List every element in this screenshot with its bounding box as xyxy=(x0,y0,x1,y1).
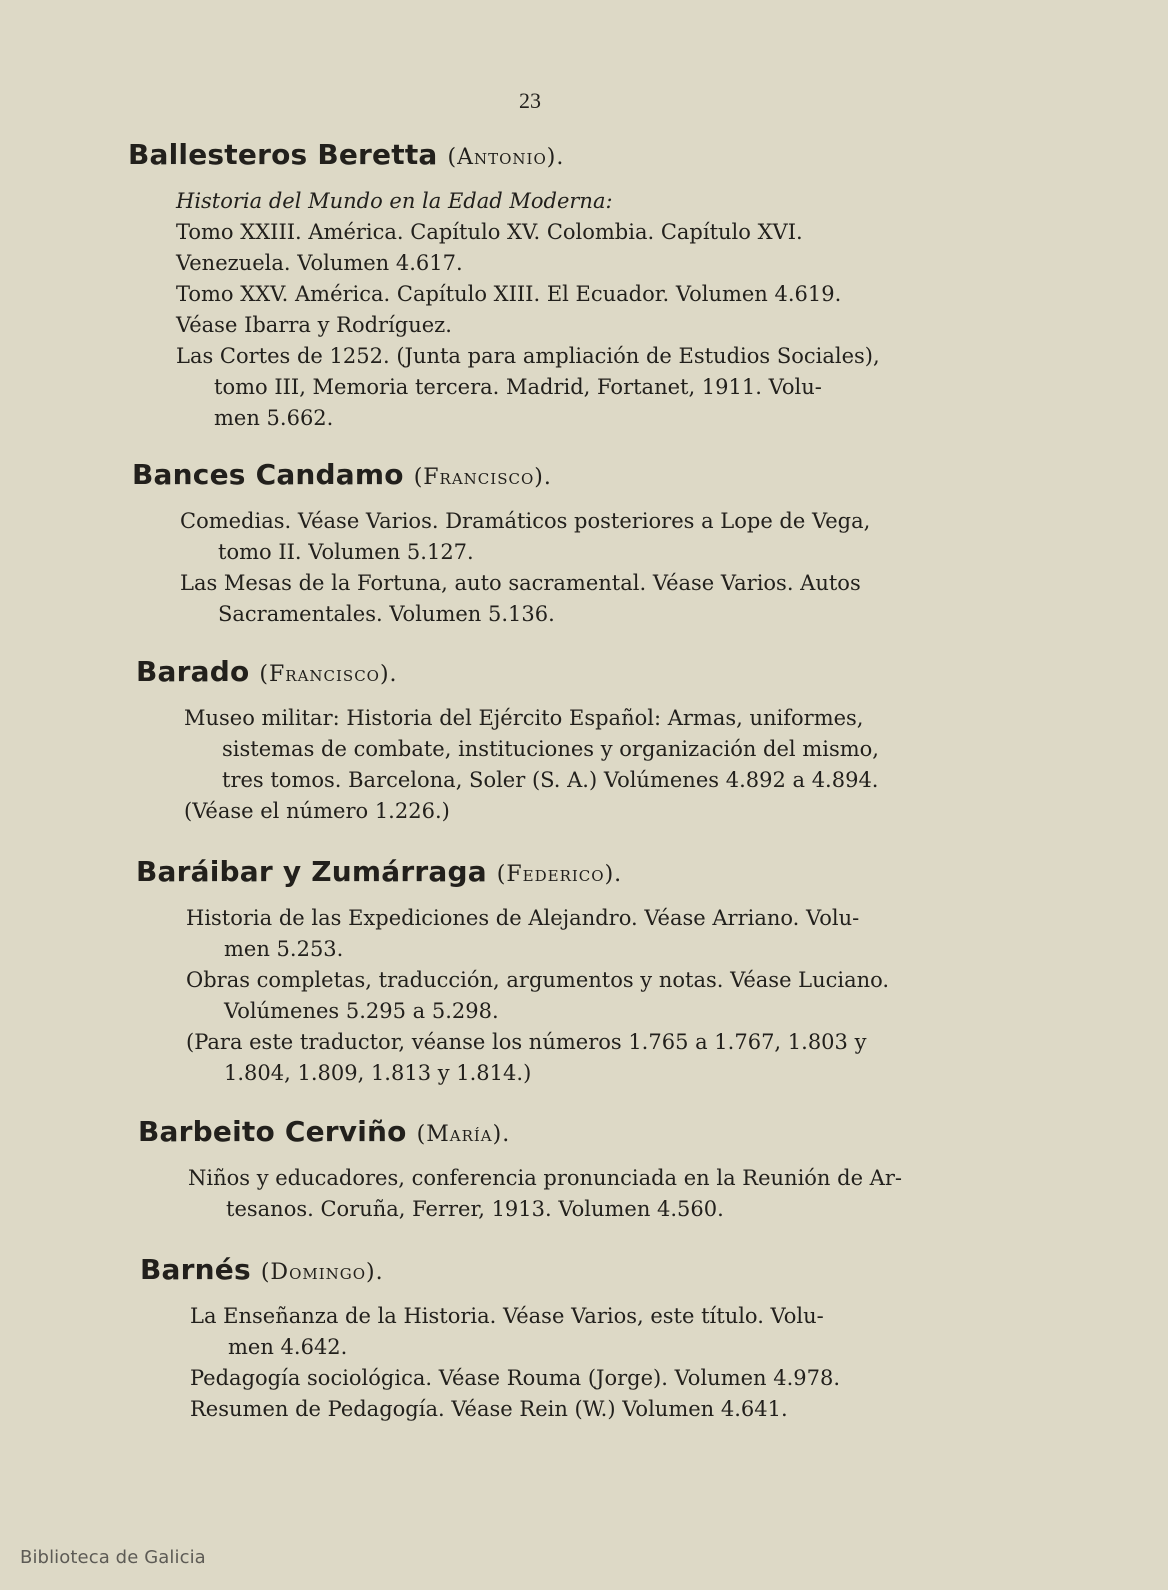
author-surname: Barnés xyxy=(140,1253,251,1286)
entry-header xyxy=(140,1253,840,1291)
entry-barnes xyxy=(140,1253,840,1425)
work-line: sistemas de combate, instituciones y organización del mismo, xyxy=(222,737,879,761)
work-line: Obras completas, traducción, argumentos y notas. Véase Luciano. xyxy=(186,968,890,992)
work-line: tomo III, Memoria tercera. Madrid, Fortanet, 1911. Volu- xyxy=(214,375,822,399)
cross-reference-note: (Véase el número 1.226.) xyxy=(184,799,450,823)
work-line: Tomo XXIII. América. Capítulo XV. Colombia. Capítulo XVI. xyxy=(176,220,803,244)
author-surname: Ballesteros Beretta xyxy=(128,138,438,171)
work-line: Resumen de Pedagogía. Véase Rein (W.) Volumen 4.641. xyxy=(190,1397,788,1421)
work-line: tesanos. Coruña, Ferrer, 1913. Volumen 4.560. xyxy=(226,1197,724,1221)
author-given-name: (Domingo). xyxy=(260,1260,384,1285)
entry-header xyxy=(136,655,879,693)
entry-ballesteros-beretta xyxy=(128,138,880,434)
entry-header xyxy=(128,138,880,176)
work-line: Museo militar: Historia del Ejército Español: Armas, uniformes, xyxy=(184,706,864,730)
author-given-name: (Federico). xyxy=(496,862,623,887)
work-line: La Enseñanza de la Historia. Véase Varios, este título. Volu- xyxy=(190,1304,824,1328)
work-line: Las Mesas de la Fortuna, auto sacramental. Véase Varios. Autos xyxy=(180,571,861,595)
entry-bances-candamo xyxy=(132,458,870,630)
library-watermark: Biblioteca de Galicia xyxy=(20,1547,206,1568)
author-surname: Bances Candamo xyxy=(132,458,404,491)
work-line: Venezuela. Volumen 4.617. xyxy=(176,251,463,275)
work-line: Sacramentales. Volumen 5.136. xyxy=(218,602,555,626)
entry-header xyxy=(136,855,889,893)
author-surname: Barado xyxy=(136,655,250,688)
work-line: Historia de las Expediciones de Alejandro. Véase Arriano. Volu- xyxy=(186,906,860,930)
work-line: men 5.662. xyxy=(214,406,334,430)
work-line: tres tomos. Barcelona, Soler (S. A.) Volúmenes 4.892 a 4.894. xyxy=(222,768,879,792)
entry-header xyxy=(138,1115,902,1153)
work-line: Las Cortes de 1252. (Junta para ampliación de Estudios Sociales), xyxy=(176,344,880,368)
work-line: men 4.642. xyxy=(228,1335,348,1359)
entry-barbeito-cervino xyxy=(138,1115,902,1225)
page-number: 23 xyxy=(519,88,541,113)
work-line: Volúmenes 5.295 a 5.298. xyxy=(224,999,499,1023)
cross-reference-note: 1.804, 1.809, 1.813 y 1.814.) xyxy=(224,1061,532,1085)
work-line: Tomo XXV. América. Capítulo XIII. El Ecuador. Volumen 4.619. xyxy=(176,282,842,306)
cross-reference-note: (Para este traductor, véanse los números 1.765 a 1.767, 1.803 y xyxy=(186,1030,867,1054)
work-line: tomo II. Volumen 5.127. xyxy=(218,540,474,564)
author-surname: Baráibar y Zumárraga xyxy=(136,855,487,888)
work-line: men 5.253. xyxy=(224,937,344,961)
author-surname: Barbeito Cerviño xyxy=(138,1115,407,1148)
author-given-name: (Francisco). xyxy=(413,465,552,490)
work-line: Historia del Mundo en la Edad Moderna: xyxy=(176,189,613,213)
work-line: Comedias. Véase Varios. Dramáticos posteriores a Lope de Vega, xyxy=(180,509,871,533)
work-line: Véase Ibarra y Rodríguez. xyxy=(176,313,452,337)
author-given-name: (Antonio). xyxy=(447,145,565,170)
author-given-name: (Francisco). xyxy=(259,662,398,687)
work-line: Pedagogía sociológica. Véase Rouma (Jorge). Volumen 4.978. xyxy=(190,1366,841,1390)
entry-baraibar-y-zumarraga xyxy=(136,855,889,1089)
author-given-name: (María). xyxy=(416,1122,511,1147)
work-line: Niños y educadores, conferencia pronunciada en la Reunión de Ar- xyxy=(188,1166,902,1190)
entry-header xyxy=(132,458,870,496)
entry-barado xyxy=(136,655,879,827)
